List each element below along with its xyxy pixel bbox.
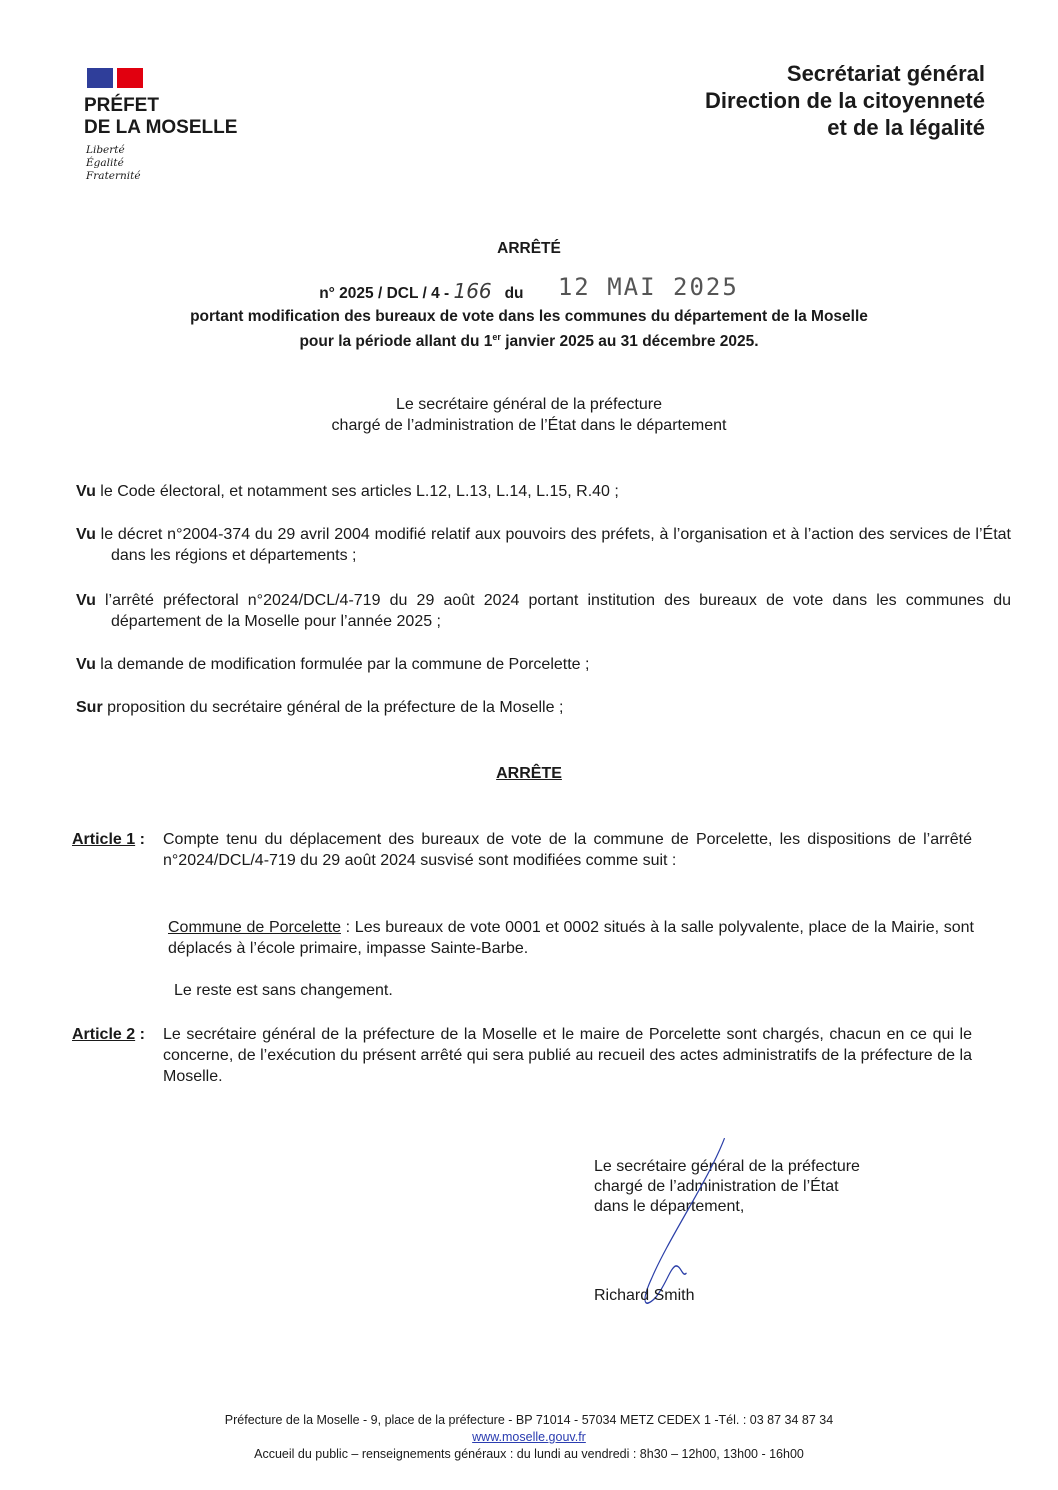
considerant-4 — [76, 654, 1011, 675]
prefet-line-2: DE LA MOSELLE — [84, 117, 238, 138]
prefet-title — [84, 95, 237, 139]
footer — [0, 1412, 1058, 1463]
article-1-label: Article 1 — [72, 831, 136, 848]
article-1-colon: : — [135, 831, 145, 848]
considerant-text: proposition du secrétaire général de la préfecture de la Moselle ; — [102, 699, 564, 716]
prefet-line-1: PRÉFET — [84, 95, 159, 116]
number-prefix: n° 2025 / DCL / 4 - — [319, 285, 450, 302]
devise-liberte: Liberté — [86, 144, 125, 156]
commune-name: Commune de Porcelette — [168, 919, 341, 936]
considerant-keyword: Vu — [76, 483, 96, 500]
authority-line-2: chargé de l’administration de l’État dans le département — [331, 417, 727, 434]
considerant-keyword: Vu — [76, 656, 96, 673]
subject-period-start: pour la période allant du 1 — [299, 333, 493, 351]
article-1 — [72, 829, 972, 895]
department-header — [705, 60, 985, 141]
number-du: du — [504, 285, 524, 302]
article-2-colon: : — [135, 1026, 145, 1043]
considerant-text: le décret n°2004-374 du 29 avril 2004 modifié relatif aux pouvoirs des préfets, à l’organisation et à l’action des services de l’État dans les régions et départements ; — [95, 526, 1011, 564]
header-secretariat: Secrétariat général — [786, 61, 985, 86]
number-handwritten: 166 — [453, 279, 492, 303]
footer-address: Préfecture de la Moselle - 9, place de la préfecture - BP 71014 - 57034 METZ CEDEX 1 -Tél. : 03 87 34 87 34 — [224, 1413, 834, 1427]
considerant-text: l’arrêté préfectoral n°2024/DCL/4-719 du 29 août 2024 portant institution des bureaux de vote dans les communes du département de la Moselle pour l’année 2025 ; — [95, 592, 1011, 630]
signature-line-1: Le secrétaire général de la préfecture — [594, 1158, 860, 1175]
footer-opening-hours: Accueil du public – renseignements généraux : du lundi au vendredi : 8h30 – 12h00, 13h00 - 16h00 — [254, 1447, 804, 1461]
arrete-number — [0, 273, 1058, 304]
devise — [86, 144, 141, 183]
considerant-text: le Code électoral, et notamment ses articles L.12, L.13, L.14, L.15, R.40 ; — [95, 483, 619, 500]
article-1-text: Compte tenu du déplacement des bureaux de vote de la commune de Porcelette, les dispositions de l’arrêté n°2024/DCL/4-719 du 29 août 2024 susvisé sont modifiées comme suit : — [163, 831, 972, 869]
flag-red-band — [117, 68, 143, 88]
article-1-commune — [168, 917, 974, 959]
article-2 — [72, 1024, 972, 1090]
authority-line-1: Le secrétaire général de la préfecture — [396, 396, 662, 413]
considerant-keyword: Sur — [76, 699, 103, 716]
authority-block — [0, 394, 1058, 436]
document-title: ARRÊTÉ — [497, 240, 561, 257]
subject-line-2 — [0, 327, 1058, 352]
article-1-reste: Le reste est sans changement. — [174, 982, 393, 999]
commune-detail: : Les bureaux de vote 0001 et 0002 situés à la salle polyvalente, place de la Mairie, sont déplacés à l’école primaire, impasse Sainte-Barbe. — [168, 919, 975, 957]
article-2-heading — [72, 1024, 145, 1045]
article-2-text: Le secrétaire général de la préfecture de la Moselle et le maire de Porcelette sont chargés, chacun en ce qui le concerne, de l’exécution du présent arrêté qui sera publié au recueil des actes administratifs de la préfecture de la Moselle. — [163, 1026, 972, 1085]
signature-line-3: dans le département, — [594, 1198, 745, 1215]
arrete-heading: ARRÊTE — [496, 765, 562, 782]
republique-flag-logo — [87, 68, 143, 88]
flag-blue-band — [87, 68, 113, 88]
considerant-3 — [76, 590, 1011, 632]
header-direction: Direction de la citoyenneté — [705, 88, 985, 113]
considerant-text: la demande de modification formulée par la commune de Porcelette ; — [95, 656, 590, 673]
article-1-heading — [72, 829, 145, 850]
article-2-label: Article 2 — [72, 1026, 136, 1043]
header-legalite: et de la légalité — [827, 115, 985, 140]
considerant-5 — [76, 697, 1011, 718]
subject-sup: er — [492, 332, 501, 342]
considerant-keyword: Vu — [76, 592, 96, 609]
subject-period-end: janvier 2025 au 31 décembre 2025. — [500, 333, 759, 351]
signature-line-2: chargé de l’administration de l’État — [594, 1178, 839, 1195]
arrete-subject — [0, 307, 1058, 352]
considerant-2 — [76, 524, 1011, 566]
signatory-name: Richard Smith — [594, 1287, 695, 1304]
considerant-1 — [76, 481, 1011, 502]
date-stamp: 12 MAI 2025 — [557, 273, 739, 301]
devise-fraternite: Fraternité — [86, 170, 141, 182]
footer-website-link[interactable]: www.moselle.gouv.fr — [472, 1430, 586, 1444]
subject-line-1: portant modification des bureaux de vote dans les communes du département de la Moselle — [190, 308, 868, 325]
considerant-keyword: Vu — [76, 526, 96, 543]
devise-egalite: Égalité — [86, 157, 124, 169]
handwritten-signature — [630, 1138, 730, 1308]
